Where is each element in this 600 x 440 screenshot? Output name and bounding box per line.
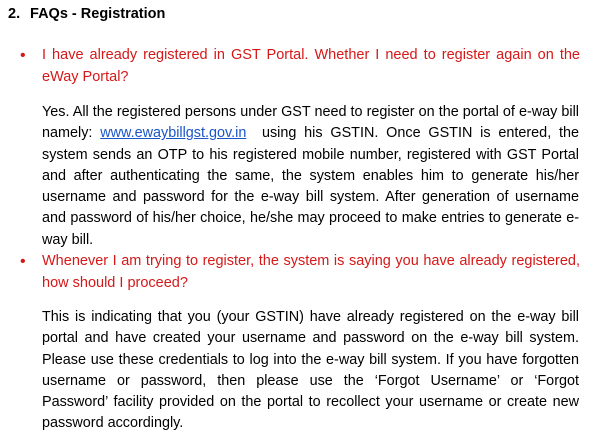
section-title: FAQs - Registration	[30, 6, 166, 22]
faq-question-2-text: Whenever I am trying to register, the system is saying you have already registered, how should I proceed?	[42, 253, 580, 291]
faq-answer-1-intro: Yes. All the registered persons under GST need to register on the portal of e-way bill namely:	[42, 104, 579, 142]
ewaybill-portal-link[interactable]: www.ewaybillgst.gov.in	[100, 125, 247, 142]
section-number: 2.	[8, 6, 21, 22]
faq-question-2	[20, 251, 580, 294]
bullet-icon: •	[20, 253, 26, 270]
faq-answer-2-text: This is indicating that you (your GSTIN) have already registered on the e-way bill portal and have created your username and password on the e-way bill system. Please use these credentials to log into the e-way bill system. If you have forgotten username or password, then please use the ‘Forgot Username’ or ‘Forgot Password’ facility provided on the portal to recollect your username or create new password accordingly.	[42, 309, 579, 432]
faq-question-1-text: I have already registered in GST Portal. Whether I need to register again on the eWay Portal?	[42, 47, 580, 85]
faq-answer-2	[42, 307, 579, 435]
faq-answer-1	[42, 102, 584, 251]
faq-answer-1-rest: using his GSTIN. Once GSTIN is entered, the system sends an OTP to his registered mobile number, registered with GST Portal and after authenticating the same, the system enables him to generate his/her username and password for the e-way bill system. After generation of username and password of his/her choice, he/she may proceed to make entries to generate e-way bill.	[42, 125, 584, 248]
faq-question-1	[20, 45, 580, 88]
bullet-icon: •	[20, 47, 26, 64]
section-heading	[8, 6, 165, 22]
